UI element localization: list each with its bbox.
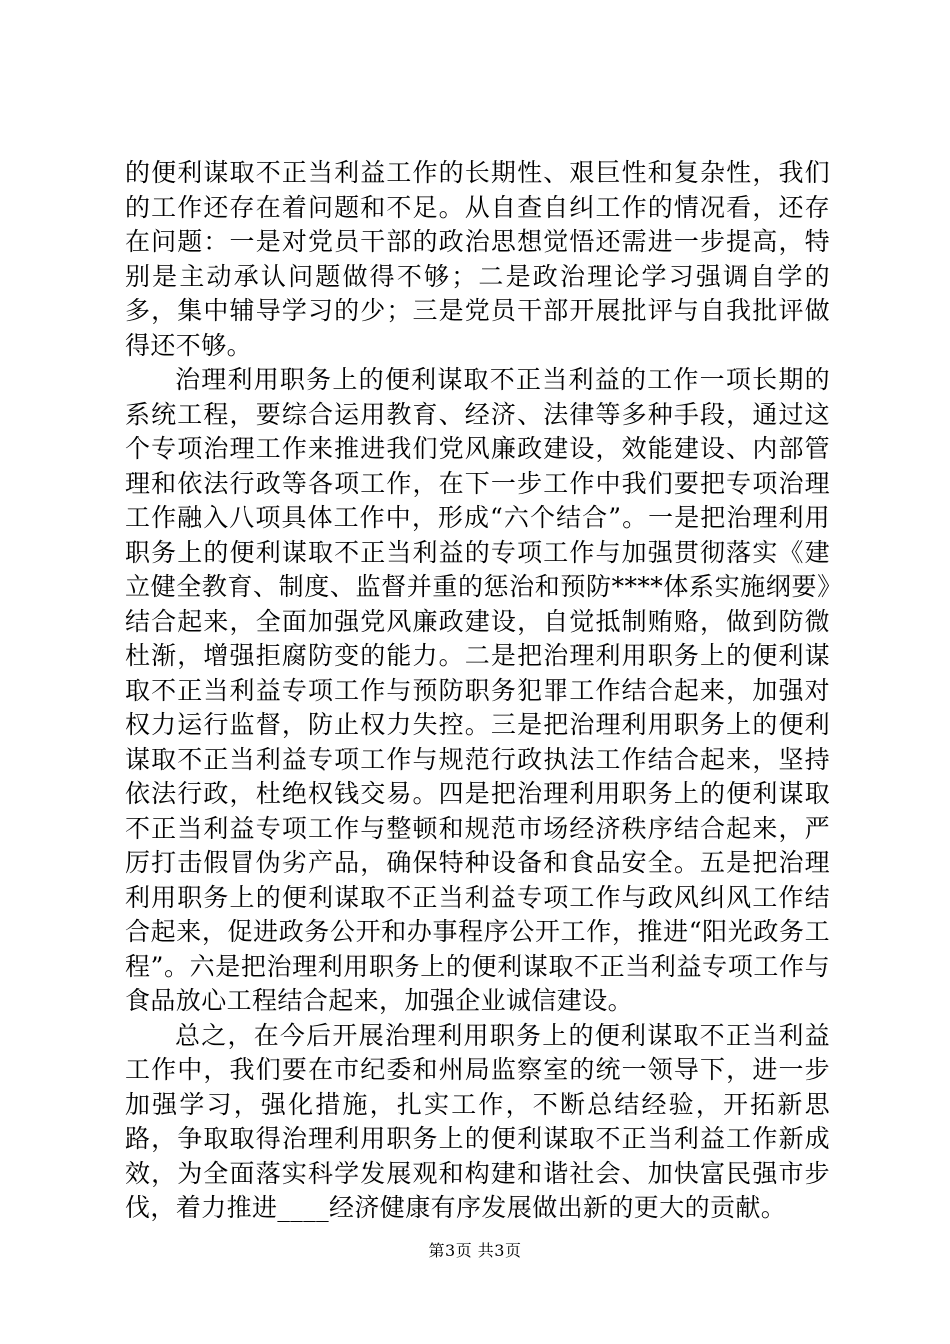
paragraph-2: 治理利用职务上的便利谋取不正当利益的工作一项长期的系统工程，要综合运用教育、经济、法律等多种手段，通过这个专项治理工作来推进我们党风廉政建设，效能建设、内部管理和依法行政等各项工作，在下一步工作中我们要把专项治理工作融入八项具体工作中，形成“六个结合”。一是把治理利用职务上的便利谋取不正当利益的专项工作与加强贯彻落实《建立健全教育、制度、监督并重的惩治和预防****体系实施纲要》结合起来，全面加强党风廉政建设，自觉抵制贿赂，做到防微杜渐，增强拒腐防变的能力。二是把治理利用职务上的便利谋取不正当利益专项工作与预防职务犯罪工作结合起来，加强对权力运行监督，防止权力失控。三是把治理利用职务上的便利谋取不正当利益专项工作与规范行政执法工作结合起来，坚持依法行政，杜绝权钱交易。四是把治理利用职务上的便利谋取不正当利益专项工作与整顿和规范市场经济秩序结合起来，严厉打击假冒伪劣产品，确保特种设备和食品安全。五是把治理利用职务上的便利谋取不正当利益专项工作与政风纠风工作结合起来，促进政务公开和办事程序公开工作，推进“阳光政务工程”。六是把治理利用职务上的便利谋取不正当利益专项工作与食品放心工程结合起来，加强企业诚信建设。: [125, 365, 830, 1015]
page-footer: 第3页 共3页: [428, 1241, 522, 1260]
paragraph-1: 的便利谋取不正当利益工作的长期性、艰巨性和复杂性，我们的工作还存在着问题和不足。从自查自纠工作的情况看，还存在问题：一是对党员干部的政治思想觉悟还需进一步提高，特别是主动承认问题做得不够；二是政治理论学习强调自学的多，集中辅导学习的少；三是党员干部开展批评与自我批评做得还不够。: [125, 158, 830, 360]
paragraph-3: 总之，在今后开展治理利用职务上的便利谋取不正当利益工作中，我们要在市纪委和州局监察室的统一领导下，进一步加强学习，强化措施，扎实工作，不断总结经验，开拓新思路，争取取得治理利用职务上的便利谋取不正当利益工作新成效，为全面落实科学发展观和构建和谐社会、加快富民强市步伐，着力推进____经济健康有序发展做出新的更大的贡献。: [125, 1020, 830, 1222]
document-body: [125, 156, 830, 1226]
